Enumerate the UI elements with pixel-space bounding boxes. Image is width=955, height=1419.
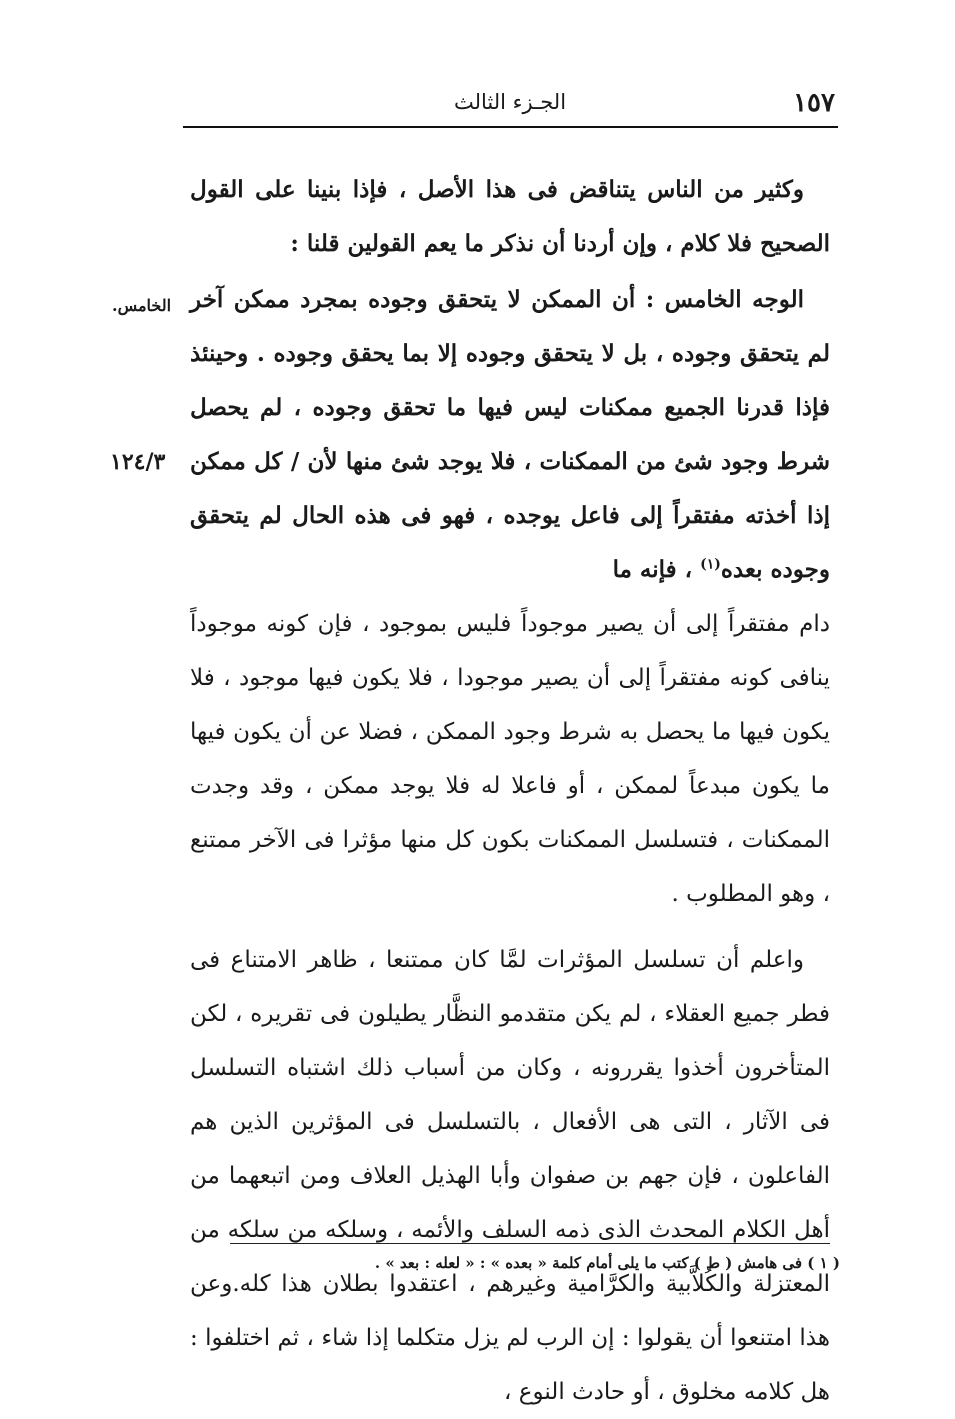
header-rule [183, 126, 838, 128]
paragraph-text: وكثير من الناس يتناقض فى هذا الأصل ، فإذا بنينا على القول الصحيح فلا كلام ، وإن أردنا أن نذكر ما يعم القولين قلنا : [190, 176, 830, 257]
margin-volume-reference: ١٢٤/٣ [110, 449, 166, 475]
paragraph-text: دام مفتقراً إلى أن يصير موجوداً فليس بموجود ، فإن كونه موجوداً ينافى كونه مفتقراً إلى أن يصير موجودا ، فلا يكون فيها موجود ، فلا يكون فيها ما يحصل به شرط وجود الممكن ، فضلا عن أن يكون فيها ما يكون مبدعاً لممكن ، أو فاعلا له فلا يوجد ممكن ، وقد وجدت الممكنات ، فتسلسل الممكنات بكون كل منها مؤثرا فى الآخر ممتنع ، وهو المطلوب . [190, 611, 830, 907]
page-header [185, 88, 835, 122]
margin-note: الخامس. [112, 296, 172, 315]
page-number: ١٥٧ [793, 88, 835, 118]
paragraph-4 [190, 933, 830, 1419]
running-head: الجـزء الثالث [453, 90, 567, 114]
paragraph-text: : أن الممكن لا يتحقق وجوده بمجرد ممكن آخر لم يتحقق وجوده ، بل لا يتحقق وجوده إلا بما يحقق وجوده . وحينئذ فإذا قدرنا الجميع ممكنات ليس فيها ما تحقق وجوده ، لم يحصل شرط وجود شئ من الممكنات ، فلا يوجد شئ منها لأن / كل ممكن إذا أخذته مفتقراً إلى فاعل يوجده ، فهو فى هذه الحال لم يتحقق وجوده بعده [190, 286, 830, 583]
paragraph-1 [190, 163, 830, 271]
paragraph-text-continued: ، فإنه ما [612, 556, 701, 583]
paragraph-2 [190, 273, 830, 597]
footnote-reference: (١) [700, 556, 721, 573]
paragraph-3 [190, 597, 830, 921]
section-lead: الوجه الخامس [664, 286, 804, 313]
paragraph-text: واعلم أن تسلسل المؤثرات لمَّا كان ممتنعا ، ظاهر الامتناع فى فطر جميع العقلاء ، لم يكن متقدمو النظَّار يطيلون فى تقريره ، لكن المتأخرون أخذوا يقررونه ، وكان من أسباب ذلك اشتباه التسلسل فى الآثار ، التى هى الأفعال ، بالتسلسل فى المؤثرين الذين هم الفاعلون ، فإن جهم بن صفوان وأبا الهذيل العلاف ومن اتبعهما من أهل الكلام المحدث الذى ذمه السلف والأئمه ، وسلكه من سلكه من المعتزلة والكُلاَّبية والكرَّامية وغيرهم ، اعتقدوا بطلان هذا كله.وعن هذا امتنعوا أن يقولوا : إن الرب لم يزل متكلما إذا شاء ، ثم اختلفوا : هل كلامه مخلوق ، أو حادث النوع ، [190, 947, 830, 1405]
footnote: ( ١ ) فى هامش ( ط ) كتب ما يلى أمام كلمة « بعده » : « لعله : بعد » . [374, 1254, 840, 1272]
main-text [190, 163, 830, 1419]
footnote-rule [230, 1243, 830, 1244]
